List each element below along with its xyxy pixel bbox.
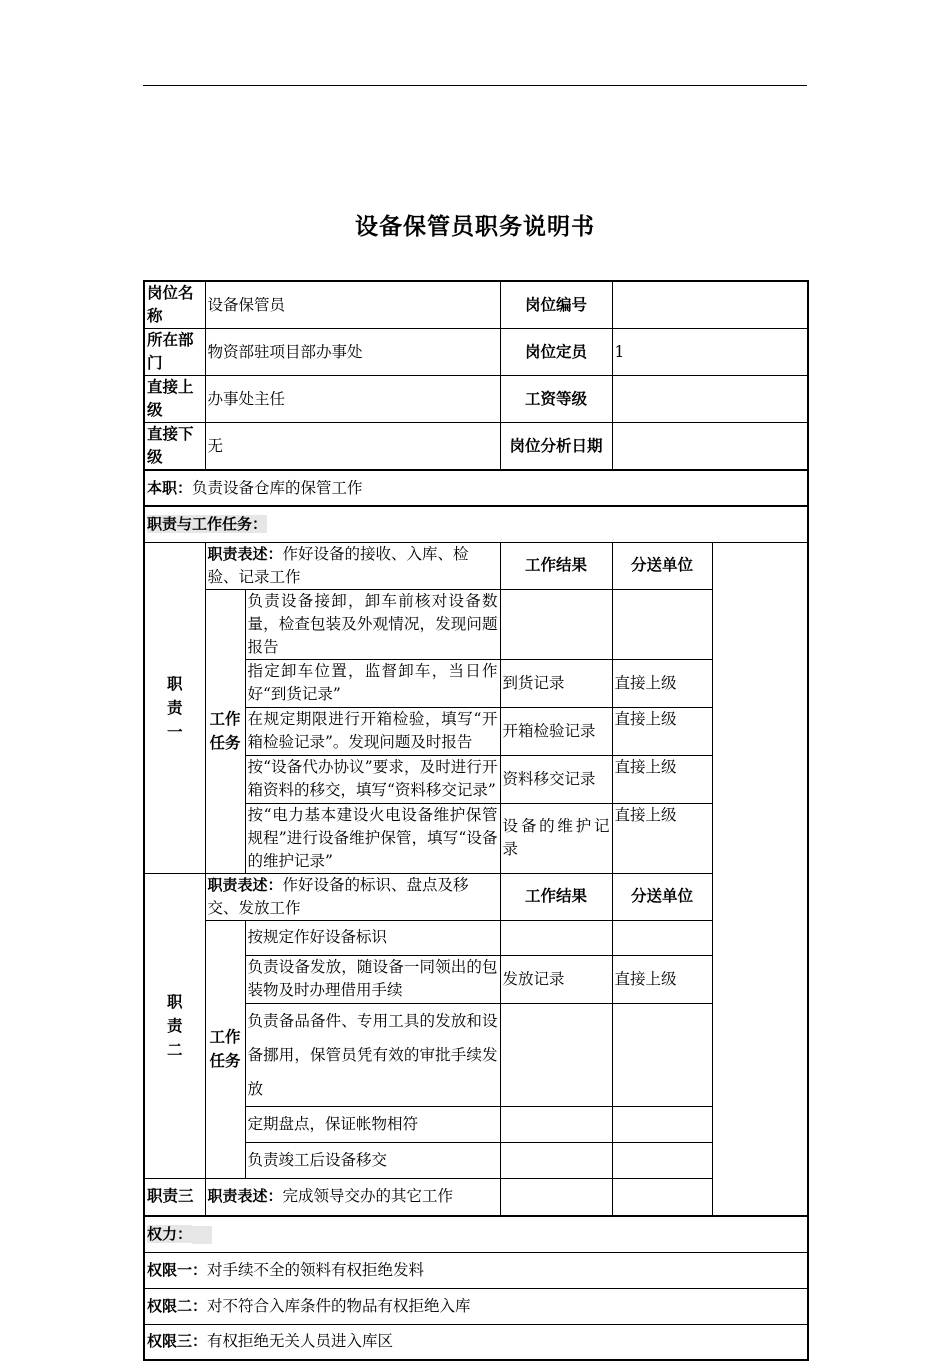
duty1-task-label: 工作任务 bbox=[209, 710, 241, 752]
duty1-task-4: 按“设备代办协议”要求，及时进行开箱资料的移交，填写“资料移交记录” bbox=[245, 755, 500, 803]
power-1-text: 对手续不全的领料有权拒绝发料 bbox=[207, 1260, 425, 1279]
duty2-send-5 bbox=[612, 1142, 712, 1178]
position-code-value bbox=[612, 281, 808, 329]
row-department bbox=[144, 329, 808, 376]
power-3-text: 有权拒绝无关人员进入库区 bbox=[207, 1332, 394, 1351]
main-duty-text: 负责设备仓库的保管工作 bbox=[192, 478, 363, 497]
power-header: 权力： bbox=[147, 1224, 193, 1243]
duty2-task-5: 负责竣工后设备移交 bbox=[245, 1142, 500, 1178]
duty2-send-header: 分送单位 bbox=[612, 873, 712, 920]
duty1-result-header: 工作结果 bbox=[500, 542, 612, 589]
power-3-label: 权限三： bbox=[147, 1332, 208, 1351]
row-main-duty bbox=[144, 470, 808, 506]
position-name-label: 岗位名称 bbox=[144, 281, 205, 329]
job-description-table bbox=[143, 280, 809, 1361]
duty1-desc-row bbox=[144, 542, 808, 589]
duty2-result-1 bbox=[500, 920, 612, 955]
department-value: 物资部驻项目部办事处 bbox=[205, 329, 500, 376]
subordinate-value: 无 bbox=[205, 423, 500, 471]
department-label: 所在部门 bbox=[144, 329, 205, 376]
duty2-task-4: 定期盘点，保证帐物相符 bbox=[245, 1106, 500, 1142]
wage-grade-label: 工资等级 bbox=[500, 376, 612, 423]
duty3-row bbox=[144, 1178, 808, 1216]
subordinate-label: 直接下级 bbox=[144, 423, 205, 471]
duty1-task-1: 负责设备接卸，卸车前核对设备数量，检查包装及外观情况，发现问题报告 bbox=[245, 589, 500, 659]
duty2-task-1: 按规定作好设备标识 bbox=[245, 920, 500, 955]
duty1-task-row bbox=[144, 589, 808, 659]
superior-label: 直接上级 bbox=[144, 376, 205, 423]
duty1-label: 职责一 bbox=[144, 542, 205, 873]
duty1-result-5: 设备的维护记录 bbox=[500, 803, 612, 873]
duty1-desc: 作好设备的接收、入库、检验、记录工作 bbox=[207, 544, 469, 586]
row-subordinate bbox=[144, 423, 808, 471]
duty2-task-2: 负责设备发放，随设备一同领出的包装物及时办理借用手续 bbox=[245, 955, 500, 1003]
duty3-label: 职责三 bbox=[144, 1178, 205, 1216]
duty2-result-5 bbox=[500, 1142, 612, 1178]
duty2-task-3: 负责备品备件、专用工具的发放和设备挪用，保管员凭有效的审批手续发放 bbox=[245, 1003, 500, 1106]
analysis-date-label: 岗位分析日期 bbox=[500, 423, 612, 471]
power-2-label: 权限二： bbox=[147, 1296, 208, 1315]
header-rule bbox=[143, 85, 807, 86]
duty2-result-4 bbox=[500, 1106, 612, 1142]
duty1-send-4: 直接上级 bbox=[612, 755, 712, 803]
power-1-label: 权限一： bbox=[147, 1260, 208, 1279]
duty1-send-1 bbox=[612, 589, 712, 659]
row-position-name bbox=[144, 281, 808, 329]
tasks-header: 职责与工作任务： bbox=[147, 514, 268, 533]
power-2-text: 对不符合入库条件的物品有权拒绝入库 bbox=[207, 1296, 471, 1315]
wage-grade-value bbox=[612, 376, 808, 423]
duty3-desc: 完成领导交办的其它工作 bbox=[282, 1187, 454, 1206]
document-title: 设备保管员职务说明书 bbox=[355, 214, 595, 240]
headcount-label: 岗位定员 bbox=[500, 329, 612, 376]
duty1-task-2: 指定卸车位置，监督卸车，当日作好“到货记录” bbox=[245, 659, 500, 707]
duty1-result-3: 开箱检验记录 bbox=[500, 707, 612, 755]
duty2-result-header: 工作结果 bbox=[500, 873, 612, 920]
power-header-row bbox=[144, 1216, 808, 1252]
position-code-label: 岗位编号 bbox=[500, 281, 612, 329]
duty2-send-2: 直接上级 bbox=[612, 955, 712, 1003]
duty3-desc-label: 职责表述： bbox=[207, 1187, 283, 1206]
duty2-result-2: 发放记录 bbox=[500, 955, 612, 1003]
analysis-date-value bbox=[612, 423, 808, 471]
duty2-task-row bbox=[144, 920, 808, 955]
duty2-desc-label: 职责表述： bbox=[207, 875, 283, 894]
duty2-desc-row bbox=[144, 873, 808, 920]
power-row bbox=[144, 1324, 808, 1360]
power-row bbox=[144, 1252, 808, 1288]
superior-value: 办事处主任 bbox=[205, 376, 500, 423]
duty2-result-3 bbox=[500, 1003, 612, 1106]
power-row bbox=[144, 1288, 808, 1324]
duty1-send-header: 分送单位 bbox=[612, 542, 712, 589]
duty2-label: 职责二 bbox=[144, 873, 205, 1178]
duty1-result-4: 资料移交记录 bbox=[500, 755, 612, 803]
duty1-send-3: 直接上级 bbox=[612, 707, 712, 755]
duty1-send-2: 直接上级 bbox=[612, 659, 712, 707]
row-tasks-header bbox=[144, 506, 808, 542]
duty1-task-3: 在规定期限进行开箱检验，填写“开箱检验记录”。发现问题及时报告 bbox=[245, 707, 500, 755]
duty1-desc-label: 职责表述： bbox=[207, 544, 283, 563]
duty2-send-1 bbox=[612, 920, 712, 955]
position-name-value: 设备保管员 bbox=[205, 281, 500, 329]
duty1-send-5: 直接上级 bbox=[612, 803, 712, 873]
headcount-value: 1 bbox=[612, 329, 808, 376]
duty2-send-3 bbox=[612, 1003, 712, 1106]
main-duty-label: 本职： bbox=[147, 478, 193, 497]
duty2-task-label: 工作任务 bbox=[209, 1028, 241, 1070]
duty1-result-2: 到货记录 bbox=[500, 659, 612, 707]
duty1-result-1 bbox=[500, 589, 612, 659]
duty2-send-4 bbox=[612, 1106, 712, 1142]
row-superior bbox=[144, 376, 808, 423]
duty2-desc: 作好设备的标识、盘点及移交、发放工作 bbox=[207, 875, 469, 917]
duty1-task-5: 按“电力基本建设火电设备维护保管规程”进行设备维护保管，填写“设备的维护记录” bbox=[245, 803, 500, 873]
